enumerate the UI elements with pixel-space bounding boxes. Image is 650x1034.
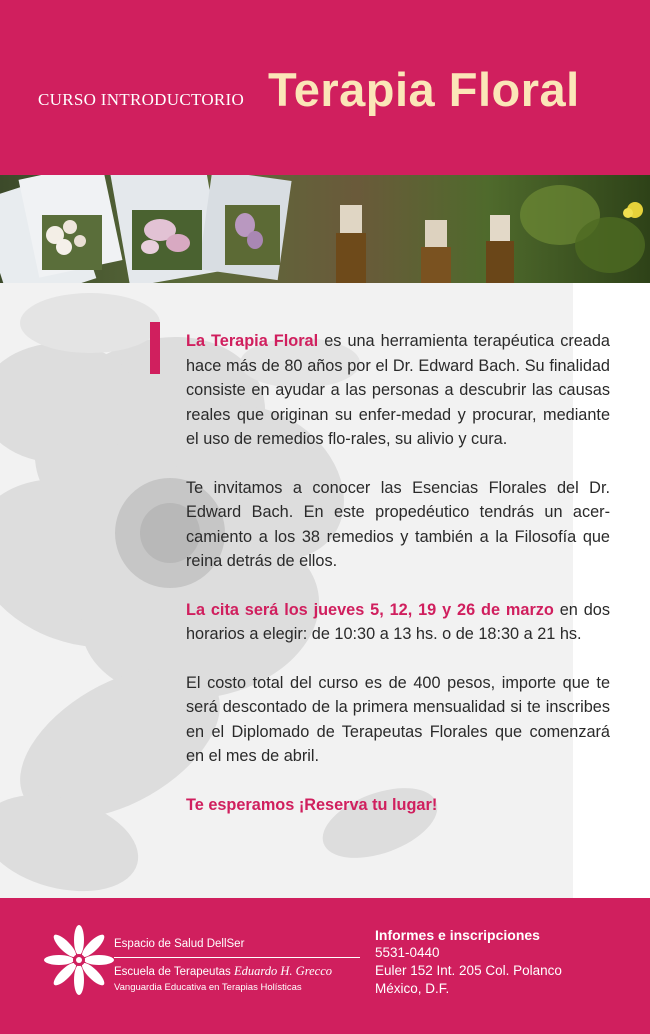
intro-lead: La Terapia Floral (186, 332, 319, 350)
invitation-paragraph: Te invitamos a conocer las Esencias Florales del Dr. Edward Bach. En este propedéutico tendrás un acer-camiento a los 38 remedios y también a la Filosofía que reina detrás de ellos. (186, 478, 610, 570)
flower-photo-strip (0, 175, 650, 283)
schedule-paragraph (186, 598, 610, 647)
school-founder: Eduardo H. Grecco (233, 964, 332, 978)
school-prefix: Escuela de Terapeutas (114, 966, 234, 978)
accent-bar (150, 322, 160, 374)
school-name (114, 964, 332, 979)
header-banner (0, 0, 650, 175)
intro-text: es una herramienta terapéutica creada hace más de 80 años por el Dr. Edward Bach. Su finalidad consiste en ayudar a las personas a descubrir las causas reales que originan su enfer-medad y procurar, mediante el uso de remedios flo-rales, su alivio y cura. (186, 332, 610, 448)
contact-address-line2: México, D.F. (375, 981, 450, 996)
cost-paragraph: El costo total del curso es de 400 pesos, importe que te será descontado de la primera mensualidad si te inscribes en el Diplomado de Terapeutas Florales que comenzará en el mes de abril. (186, 673, 610, 765)
org-name: Espacio de Salud DellSer (114, 938, 245, 950)
intro-paragraph (186, 329, 610, 452)
school-tagline: Vanguardia Educativa en Terapias Holísticas (114, 982, 302, 993)
course-type-label: CURSO INTRODUCTORIO (38, 90, 245, 109)
page-title: Terapia Floral (268, 63, 580, 116)
contact-info (375, 926, 562, 998)
schedule-times: en dos horarios a elegir: de 10:30 a 13 hs. o de 18:30 a 21 hs. (186, 600, 610, 643)
course-description (186, 329, 610, 841)
contact-address-line1: Euler 152 Int. 205 Col. Polanco (375, 963, 562, 978)
footer-divider (114, 957, 360, 958)
schedule-dates: La cita será los jueves 5, 12, 19 y 26 de marzo (186, 600, 554, 619)
footer (0, 898, 650, 1034)
contact-heading: Informes e inscripciones (375, 927, 540, 943)
flower-logo-icon (44, 924, 114, 996)
closing-call: Te esperamos ¡Reserva tu lugar! (186, 795, 438, 814)
contact-phone[interactable]: 5531-0440 (375, 945, 440, 960)
